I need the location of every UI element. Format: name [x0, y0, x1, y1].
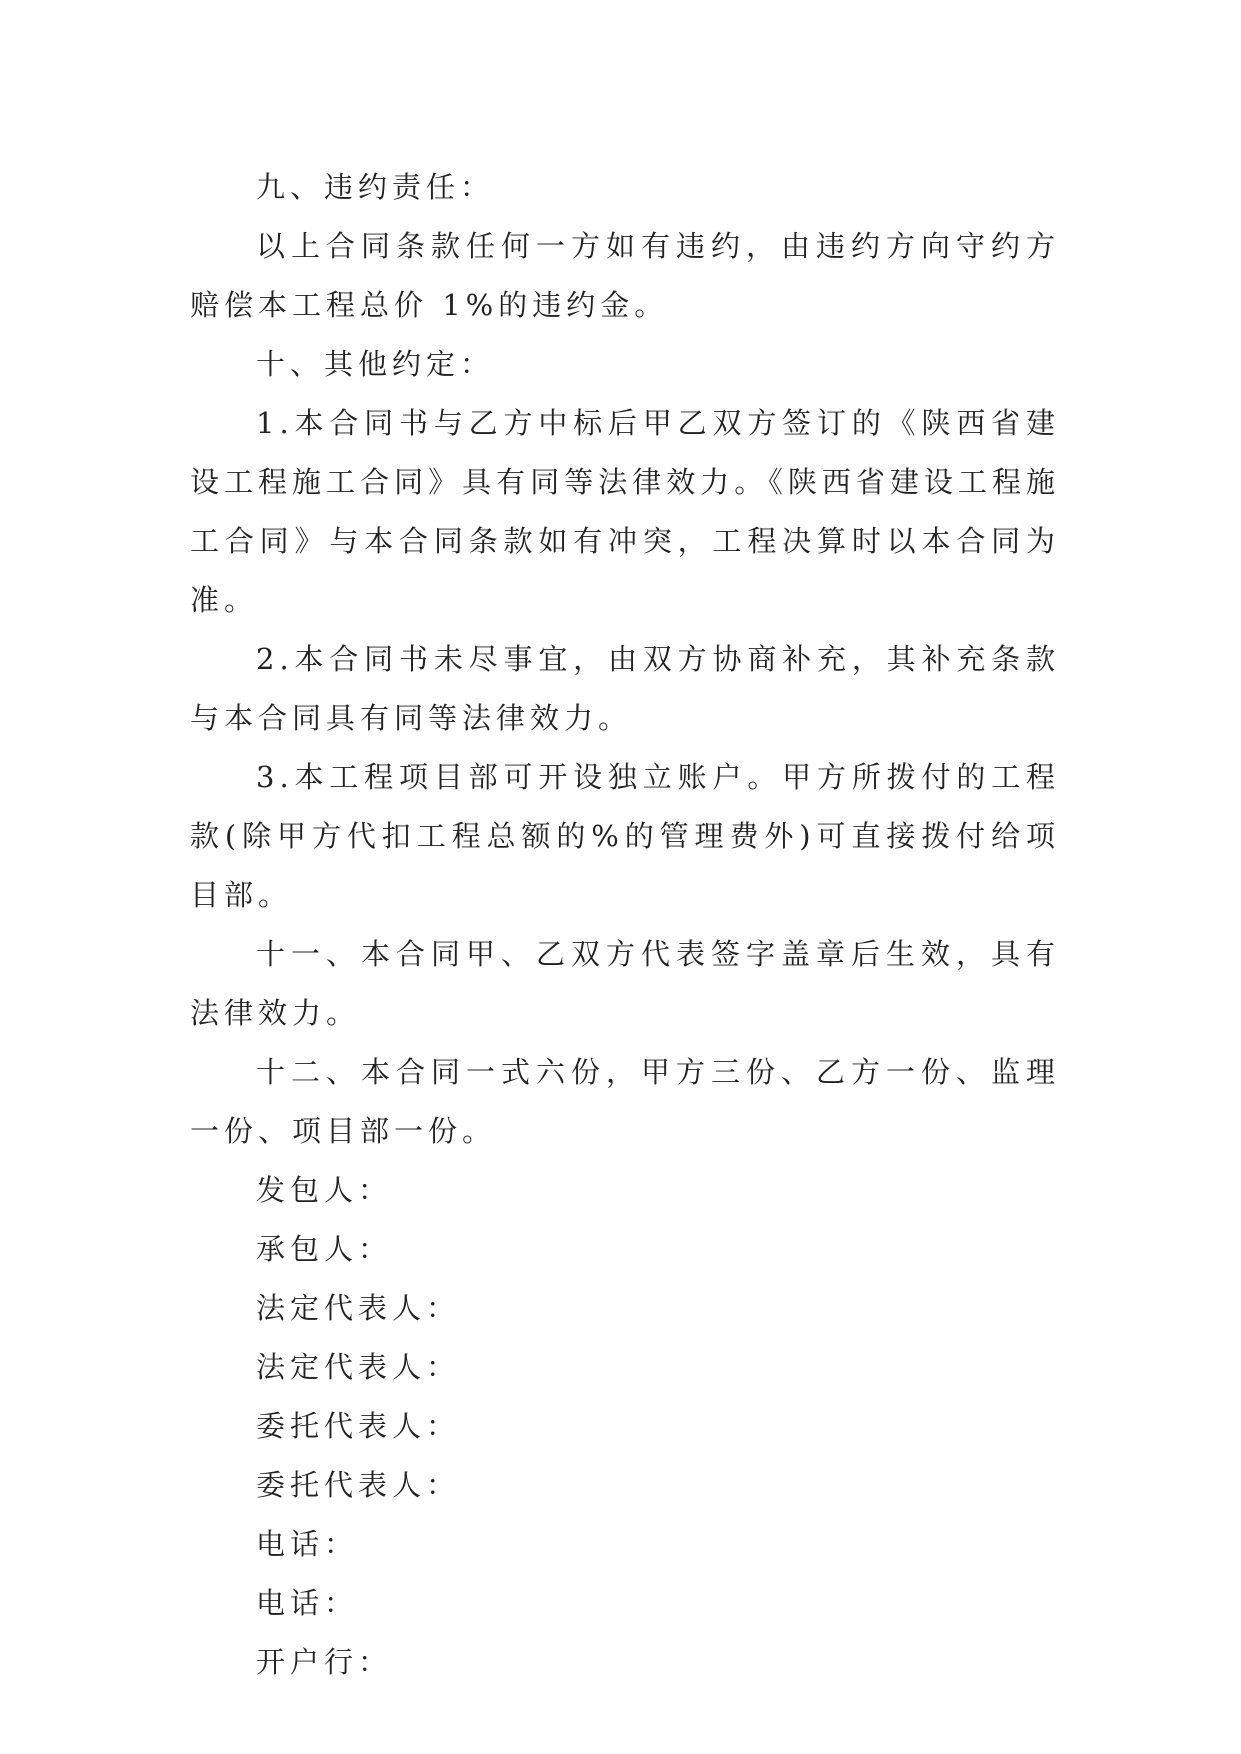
- section-nine-heading: 九、违约责任：: [256, 170, 495, 204]
- contract-body: [190, 158, 1060, 1692]
- field-phone-1: 电话：: [256, 1527, 359, 1561]
- section-eleven-clause: 十一、本合同甲、乙双方代表签字盖章后生效，具有法律效力。: [190, 937, 1060, 1030]
- section-ten-heading: 十、其他约定：: [256, 347, 495, 381]
- field-authorized-representative-1: 委托代表人：: [256, 1409, 461, 1443]
- field-legal-representative-2: 法定代表人：: [256, 1350, 461, 1384]
- field-employer: 发包人：: [256, 1173, 393, 1207]
- other-agreement-item-1: 1.本合同书与乙方中标后甲乙双方签订的《陕西省建设工程施工合同》具有同等法律效力。《陕西省建设工程施工合同》与本合同条款如有冲突，工程决算时以本合同为准。: [190, 406, 1060, 617]
- other-agreement-item-2: 2.本合同书未尽事宜，由双方协商补充，其补充条款与本合同具有同等法律效力。: [190, 642, 1060, 735]
- field-contractor: 承包人：: [256, 1232, 393, 1266]
- field-phone-2: 电话：: [256, 1586, 359, 1620]
- section-twelve-clause: 十二、本合同一式六份，甲方三份、乙方一份、监理一份、项目部一份。: [190, 1055, 1060, 1148]
- breach-clause: 以上合同条款任何一方如有违约，由违约方向守约方赔偿本工程总价 1%的违约金。: [190, 229, 1060, 322]
- field-legal-representative-1: 法定代表人：: [256, 1291, 461, 1325]
- other-agreement-item-3: 3.本工程项目部可开设独立账户。甲方所拨付的工程款(除甲方代扣工程总额的%的管理费外)可直接拨付给项目部。: [190, 760, 1060, 912]
- field-bank: 开户行：: [256, 1645, 393, 1679]
- field-authorized-representative-2: 委托代表人：: [256, 1468, 461, 1502]
